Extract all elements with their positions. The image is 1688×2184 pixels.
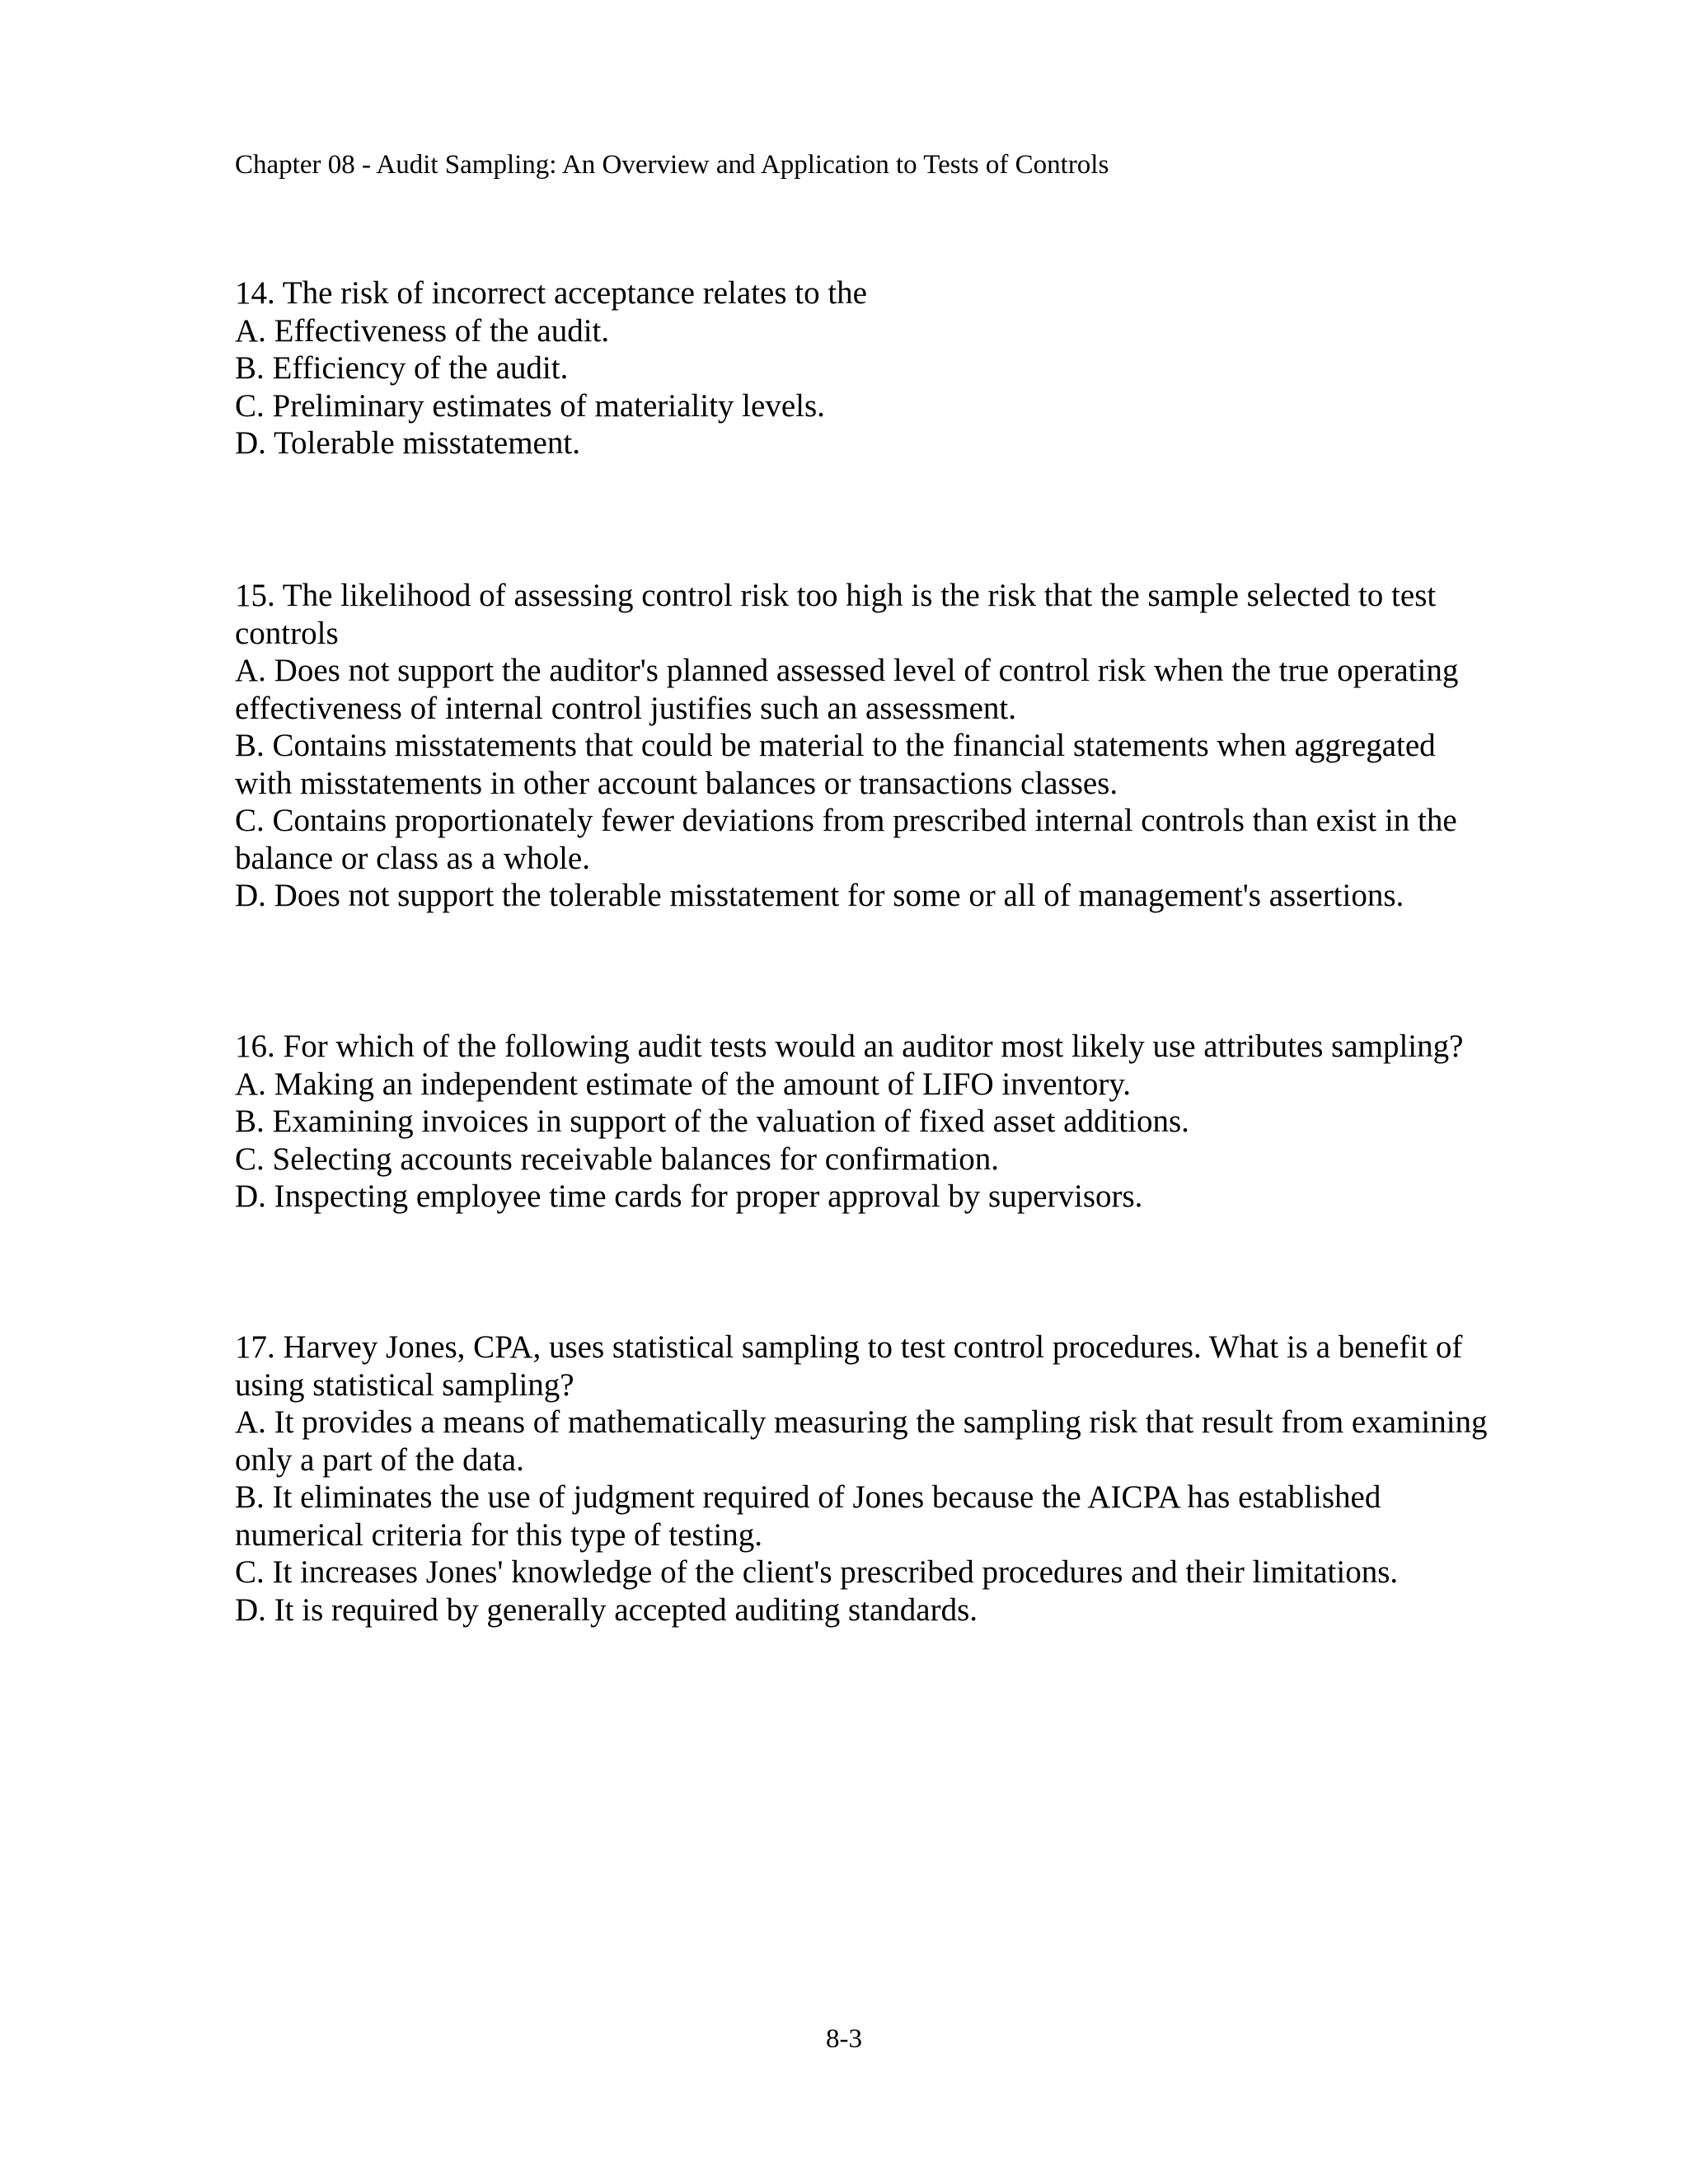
answer-option-b: B. Contains misstatements that could be material to the financial statements when aggregated with misstatements in other account balances or transactions classes.: [235, 728, 1436, 801]
answer-option-c: C. Selecting accounts receivable balances for confirmation.: [235, 1141, 999, 1177]
question-stem: 14. The risk of incorrect acceptance relates to the: [235, 275, 867, 311]
answer-option-a: A. It provides a means of mathematically measuring the sampling risk that result from examining only a part of the data.: [235, 1404, 1488, 1478]
answer-option-a: A. Does not support the auditor's planned assessed level of control risk when the true operating effectiveness of internal control justifies such an assessment.: [235, 653, 1459, 726]
answer-option-d: D. It is required by generally accepted auditing standards.: [235, 1591, 978, 1628]
question-16: [235, 1028, 1488, 1216]
answer-option-d: D. Tolerable misstatement.: [235, 425, 580, 461]
answer-option-b: B. It eliminates the use of judgment required of Jones because the AICPA has established numerical criteria for this type of testing.: [235, 1479, 1381, 1553]
question-stem: 15. The likelihood of assessing control risk too high is the risk that the sample selected to test controls: [235, 578, 1437, 651]
answer-option-b: B. Examining invoices in support of the valuation of fixed asset additions.: [235, 1104, 1189, 1139]
answer-option-c: C. Preliminary estimates of materiality levels.: [235, 387, 825, 424]
question-15: [235, 577, 1488, 915]
question-stem: 16. For which of the following audit tests would an auditor most likely use attributes sampling?: [235, 1029, 1464, 1064]
answer-option-d: D. Inspecting employee time cards for proper approval by supervisors.: [235, 1179, 1143, 1214]
question-17: [235, 1329, 1488, 1629]
answer-option-a: A. Making an independent estimate of the amount of LIFO inventory.: [235, 1066, 1132, 1102]
answer-option-d: D. Does not support the tolerable misstatement for some or all of management's assertions.: [235, 878, 1404, 913]
question-14: [235, 274, 1488, 462]
answer-option-c: C. Contains proportionately fewer deviations from prescribed internal controls than exist in the balance or class as a whole.: [235, 803, 1457, 876]
page-number: 8-3: [826, 2024, 862, 2054]
question-stem: 17. Harvey Jones, CPA, uses statistical sampling to test control procedures. What is a benefit of using statistical sampling?: [235, 1329, 1463, 1403]
answer-option-b: B. Efficiency of the audit.: [235, 350, 569, 386]
page-header-title: Chapter 08 - Audit Sampling: An Overview and Application to Tests of Controls: [235, 150, 1109, 180]
answer-option-c: C. It increases Jones' knowledge of the client's prescribed procedures and their limitations.: [235, 1554, 1399, 1590]
answer-option-a: A. Effectiveness of the audit.: [235, 312, 610, 349]
